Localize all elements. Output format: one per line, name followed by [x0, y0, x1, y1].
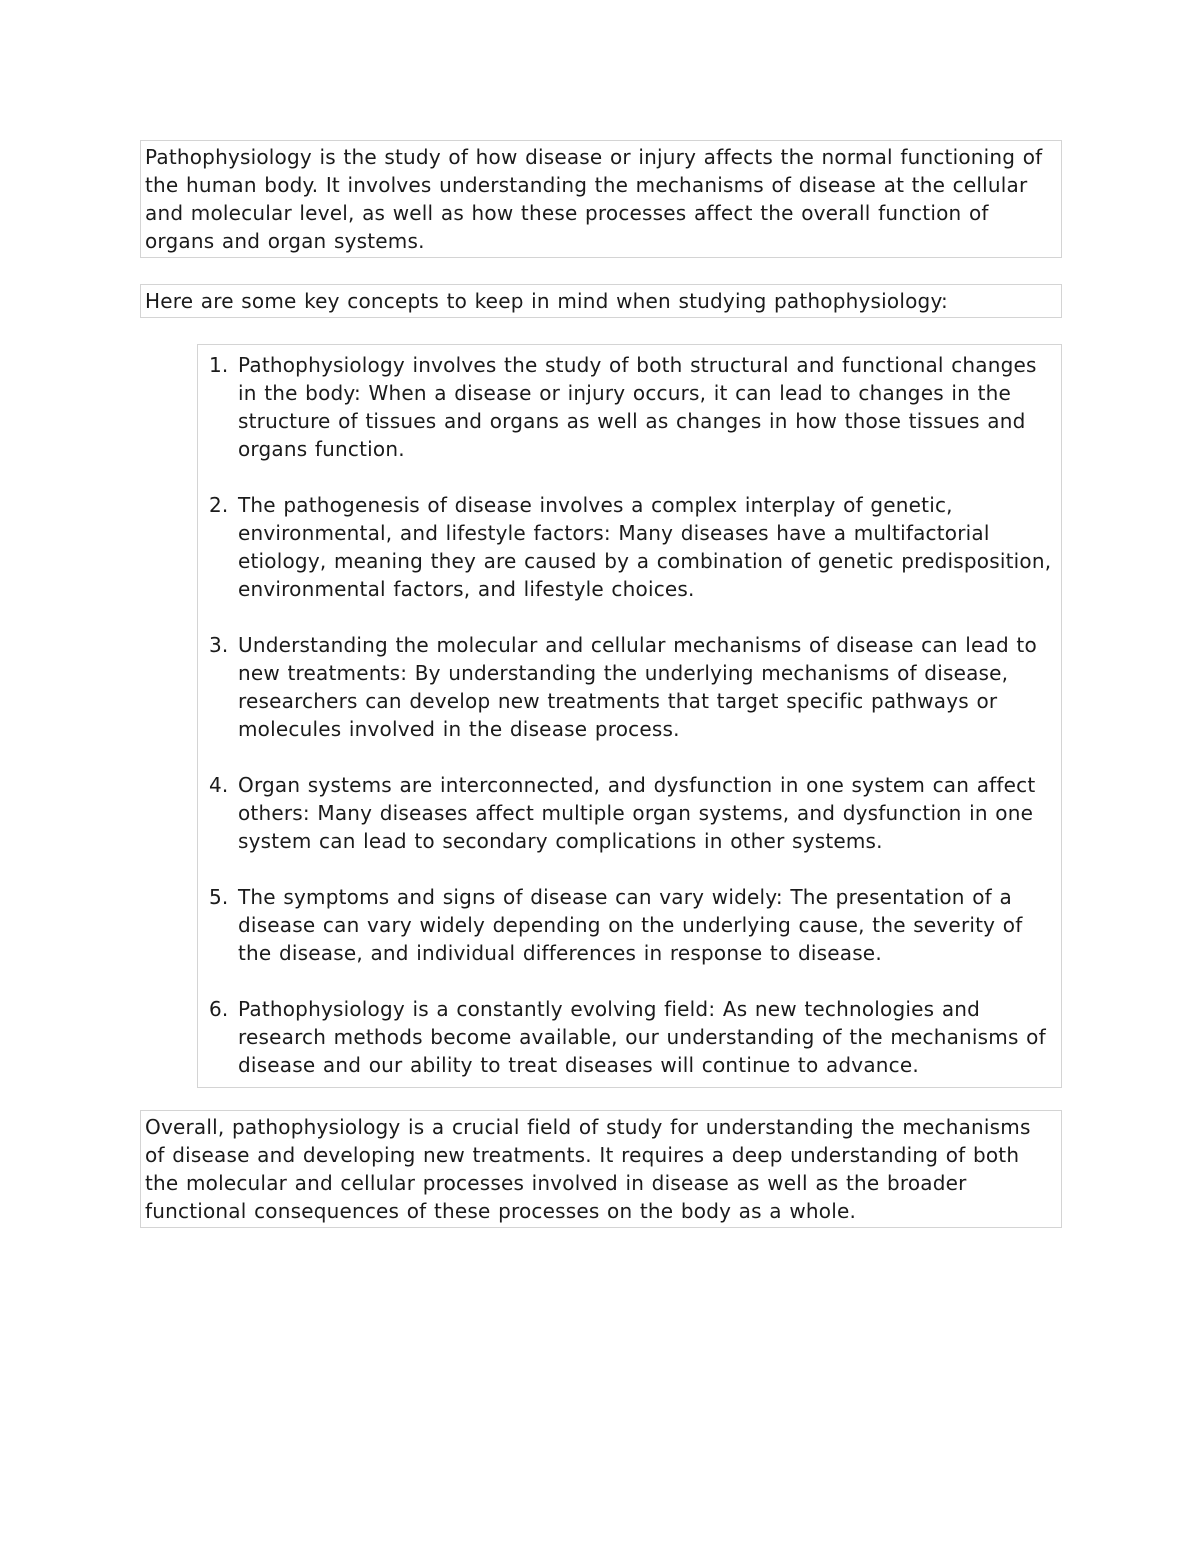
list-item-1: 1. Pathophysiology involves the study of both structural and functional changes in the body: When a disease or injury occurs, it can lead to changes in the structure of tissues and organs as well as changes in how those tissues and organs function.: [236, 351, 1055, 463]
list-item-5: 5. The symptoms and signs of disease can vary widely: The presentation of a disease can vary widely depending on the underlying cause, the severity of the disease, and individual differences in response to disease.: [236, 883, 1055, 967]
list-item-3: 3. Understanding the molecular and cellular mechanisms of disease can lead to new treatments: By understanding the underlying mechanisms of disease, researchers can develop new treatments that target specific pathways or molecules involved in the disease process.: [236, 631, 1055, 743]
list-item-6: 6. Pathophysiology is a constantly evolving field: As new technologies and research methods become available, our understanding of the mechanisms of disease and our ability to treat diseases will continue to advance.: [236, 995, 1055, 1079]
list-item-2: 2. The pathogenesis of disease involves a complex interplay of genetic, environmental, and lifestyle factors: Many diseases have a multifactorial etiology, meaning they are caused by a combination of genetic predisposition, environmental factors, and lifestyle choices.: [236, 491, 1055, 603]
list-item-4: 4. Organ systems are interconnected, and dysfunction in one system can affect others: Many diseases affect multiple organ systems, and dysfunction in one system can lead to secondary complications in other systems.: [236, 771, 1055, 855]
intro-paragraph: Pathophysiology is the study of how disease or injury affects the normal functioning of the human body. It involves understanding the mechanisms of disease at the cellular and molecular level, as well as how these processes affect the overall function of organs and organ systems.: [140, 140, 1062, 258]
key-concepts-list-box: [197, 344, 1062, 1088]
key-concepts-list: [198, 351, 1055, 1079]
conclusion-paragraph: Overall, pathophysiology is a crucial field of study for understanding the mechanisms of disease and developing new treatments. It requires a deep understanding of both the molecular and cellular processes involved in disease as well as the broader functional consequences of these processes on the body as a whole.: [140, 1110, 1062, 1228]
key-concepts-heading: Here are some key concepts to keep in mind when studying pathophysiology:: [140, 284, 1062, 318]
